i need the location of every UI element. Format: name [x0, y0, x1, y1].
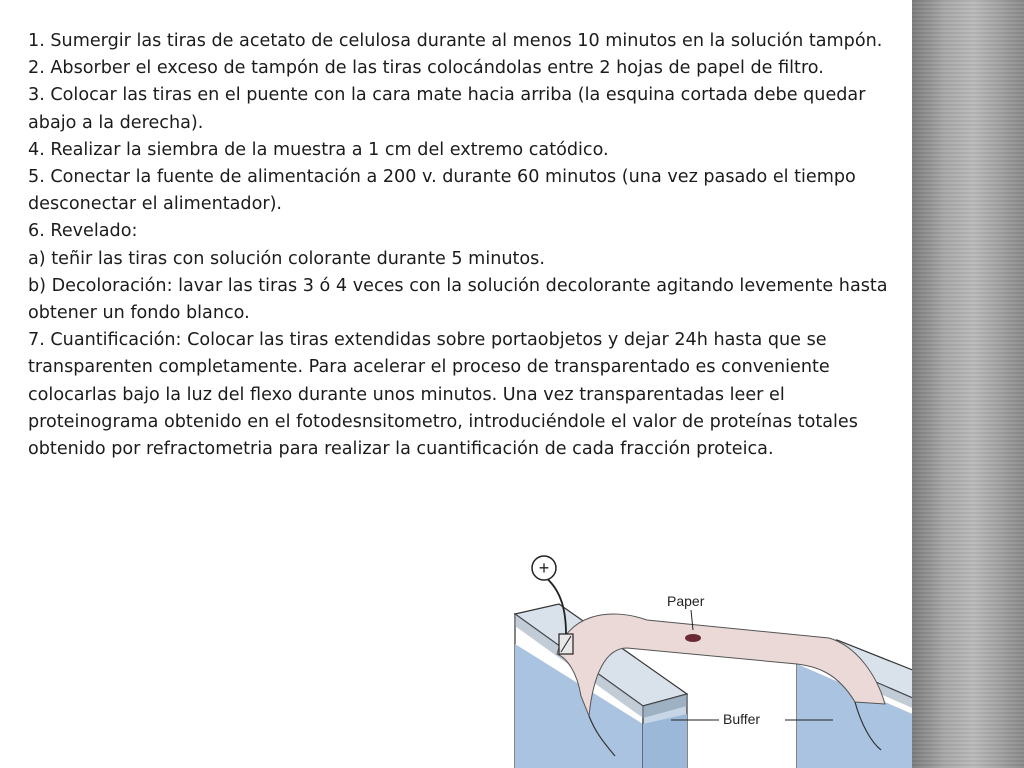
buffer-label: Buffer: [723, 711, 761, 727]
step-4: 4. Realizar la siembra de la muestra a 1 cm del extremo catódico.: [28, 139, 609, 160]
step-6a: a) teñir las tiras con solución colorante durante 5 minutos.: [28, 248, 545, 269]
step-7: 7. Cuantificación: Colocar las tiras extendidas sobre portaobjetos y dejar 24h hasta que se transparenten completamente. Para acelerar el proceso de transparentado es conveniente colocarlas bajo la luz del flexo durante unos minutos. Una vez transparentadas leer el proteinograma obtenido en el fotodesnsitometro, introduciéndole el valor de proteínas totales obtenido por refractometria para realizar la cuantificación de cada fracción proteica.: [28, 330, 858, 460]
step-3: 3. Colocar las tiras en el puente con la cara mate hacia arriba (la esquina cortada debe quedar abajo a la derecha).: [28, 85, 866, 133]
paper-label: Paper: [667, 593, 705, 609]
body-text: [28, 28, 898, 463]
step-6b: b) Decoloración: lavar las tiras 3 ó 4 veces con la solución decolorante agitando levemente hasta obtener un fondo blanco.: [28, 275, 888, 324]
anode-terminal: [532, 556, 556, 580]
decorative-side-panel: [912, 0, 1024, 768]
step-1: 1. Sumergir las tiras de acetato de celulosa durante al menos 10 minutos en la solución tampón.: [28, 31, 883, 51]
step-5: 5. Conectar la fuente de alimentación a 200 v. durante 60 minutos (una vez pasado el tiempo desconectar el alimentador).: [28, 167, 856, 215]
step-2: 2. Absorber el exceso de tampón de las tiras colocándolas entre 2 hojas de papel de filtro.: [28, 58, 824, 79]
sample-spot: [685, 634, 701, 642]
anode-sign: +: [538, 558, 550, 578]
step-6: 6. Revelado:: [28, 221, 138, 242]
